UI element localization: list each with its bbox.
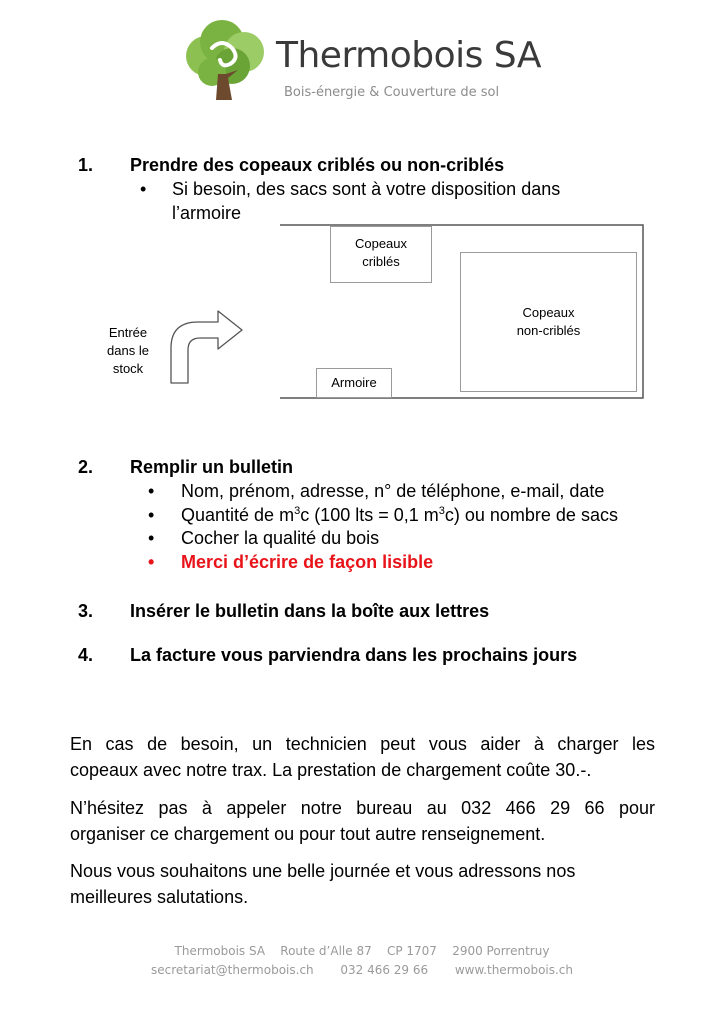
step-number: 2.: [78, 457, 94, 477]
bullet-dot: •: [148, 528, 155, 548]
step-title: Insérer le bulletin dans la boîte aux lettres: [130, 601, 490, 621]
bullet-dot: •: [148, 552, 155, 572]
footer-contact: secretariat@thermobois.ch 032 466 29 66 www.thermobois.ch: [150, 963, 574, 977]
step-title: Remplir un bulletin: [130, 457, 294, 477]
bullet-text: Cocher la qualité du bois: [181, 528, 380, 548]
entry-label: Entrée dans le stock: [107, 325, 149, 376]
step-title: Prendre des copeaux criblés ou non-criblés: [130, 155, 505, 175]
legibility-notice: Merci d’écrire de façon lisible: [181, 552, 434, 572]
bullet-dot: •: [148, 505, 155, 525]
closing-paragraph: Nous vous souhaitons une belle journée et vous adressons nos meilleures salutations.: [70, 861, 576, 907]
bullet-text: Nom, prénom, adresse, n° de téléphone, e-mail, date: [181, 481, 605, 501]
bullet-text-continued: l’armoire: [172, 203, 242, 223]
step-number: 3.: [78, 601, 94, 621]
company-name: Thermobois SA: [276, 35, 541, 76]
step-number: 1.: [78, 155, 94, 175]
bullet-text: Si besoin, des sacs sont à votre disposition dans: [172, 179, 561, 199]
technician-paragraph: En cas de besoin, un technicien peut vous aider à charger les copeaux avec notre trax. La prestation de chargement coûte 30.-.: [70, 734, 655, 780]
bullet-dot: •: [148, 481, 155, 501]
cabinet-area: Armoire: [316, 368, 392, 398]
step-title: La facture vous parviendra dans les prochains jours: [130, 645, 578, 665]
screened-chips-area: Copeaux criblés: [330, 226, 432, 283]
bullet-text-quantity: Quantité de $m^3c$ (100 lts = 0,1 $m^3c$) ou nombre de sacs: [181, 505, 618, 525]
tree-logo-icon: [182, 18, 268, 102]
bullet-dot: •: [140, 179, 147, 199]
step-number: 4.: [78, 645, 94, 665]
company-tagline: Bois-énergie & Couverture de sol: [284, 85, 500, 100]
unscreened-chips-area: Copeaux non-criblés: [460, 252, 637, 392]
contact-paragraph: N’hésitez pas à appeler notre bureau au 032 466 29 66 pour organiser ce chargement ou pour tout autre renseignement.: [70, 798, 655, 844]
footer-address: Thermobois SA Route d’Alle 87 CP 1707 2900 Porrentruy: [174, 944, 550, 958]
entry-arrow-icon: [166, 308, 248, 388]
